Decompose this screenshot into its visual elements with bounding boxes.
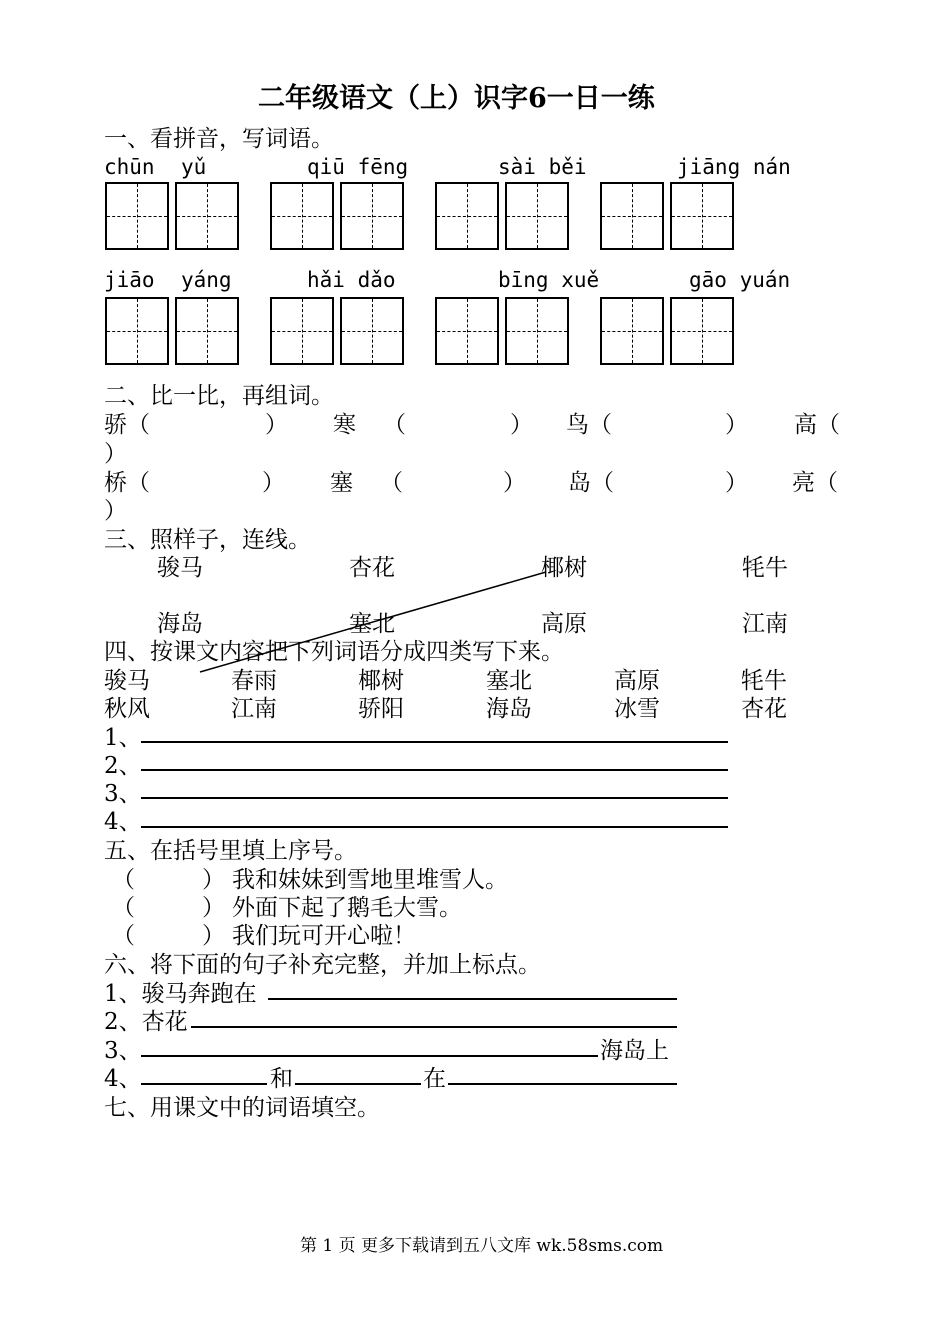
sentence-start: 2、杏花 [104,1009,188,1035]
bracket-close: ） [104,498,127,524]
match-word-top[interactable]: 骏马 [157,555,203,581]
bracket-close: ） [510,412,533,438]
section-6-heading: 六、将下面的句子补充完整，并加上标点。 [104,952,541,978]
pinyin: yáng [181,268,232,292]
sentence-end: 海岛上 [600,1038,669,1064]
section-5-heading: 五、在括号里填上序号。 [104,838,357,864]
sentence: 我和妹妹到雪地里堆雪人。 [232,867,508,893]
match-word-top[interactable]: 椰树 [541,555,587,581]
bracket-open: （ [383,412,406,438]
compare-char: 塞 [330,470,353,496]
page-footer: 第 1 页 更多下载请到五八文库 wk.58sms.com [300,1236,664,1256]
section-3-heading: 三、照样子，连线。 [104,527,311,553]
pinyin: sài běi [498,155,587,179]
match-word-bottom[interactable]: 塞北 [349,611,395,637]
line-number: 1、 [104,725,142,751]
bracket-open: （ [380,470,403,496]
compare-char: 岛（ [568,470,614,496]
line-number: 2、 [104,753,142,779]
pinyin: yǔ [181,155,207,179]
connector-word: 和 [270,1066,293,1092]
word: 春雨 [231,668,277,694]
line-number: 3、 [104,1038,142,1064]
compare-char: 鸟（ [566,412,612,438]
pinyin: bīng xuě [498,268,600,292]
answer-line[interactable] [141,741,728,743]
word: 牦牛 [741,668,787,694]
word: 骏马 [104,668,150,694]
sentence: 外面下起了鹅毛大雪。 [232,895,462,921]
page-title: 二年级语文（上）识字6一日一练 [258,83,655,114]
word: 江南 [231,696,277,722]
pinyin: gāo yuán [689,268,791,292]
compare-char: 桥（ [104,470,150,496]
pinyin: qiū fēng [307,155,409,179]
match-word-top[interactable]: 杏花 [349,555,395,581]
pinyin: hǎi dǎo [307,268,396,292]
bracket-close: ） [503,470,526,496]
word: 杏花 [741,696,787,722]
order-bracket-close[interactable]: ） [202,895,225,921]
sentence: 我们玩可开心啦！ [232,923,416,949]
match-word-bottom[interactable]: 高原 [541,611,587,637]
bracket-close: ） [725,470,748,496]
bracket-close: ） [265,412,288,438]
match-word-bottom[interactable]: 海岛 [157,611,203,637]
bracket-close: ） [725,412,748,438]
word: 椰树 [358,668,404,694]
answer-line[interactable] [191,1026,677,1028]
line-number: 4、 [104,1066,142,1092]
order-bracket-open: （ [112,923,135,949]
pinyin: chūn [104,155,155,179]
word: 冰雪 [614,696,660,722]
match-word-top[interactable]: 牦牛 [742,555,788,581]
answer-line[interactable] [268,998,677,1000]
connector-word: 在 [423,1066,446,1092]
answer-line[interactable] [141,1055,598,1057]
compare-char: 寒 [333,412,356,438]
word: 秋风 [104,696,150,722]
answer-line[interactable] [141,769,728,771]
pinyin: jiāo [104,268,155,292]
section-7-heading: 七、用课文中的词语填空。 [104,1095,380,1121]
answer-line[interactable] [295,1083,421,1085]
answer-line[interactable] [448,1083,677,1085]
bracket-close: ） [104,441,127,467]
line-number: 3、 [104,781,142,807]
bracket-close: ） [262,470,285,496]
word: 高原 [614,668,660,694]
section-1-heading: 一、看拼音，写词语。 [104,126,334,152]
section-2-heading: 二、比一比，再组词。 [104,383,334,409]
order-bracket-open: （ [112,895,135,921]
order-bracket-open: （ [112,867,135,893]
order-bracket-close[interactable]: ） [202,867,225,893]
answer-line[interactable] [141,1083,267,1085]
compare-char: 骄（ [104,412,150,438]
match-word-bottom[interactable]: 江南 [742,611,788,637]
answer-line[interactable] [141,797,728,799]
word: 骄阳 [358,696,404,722]
sentence-start: 1、骏马奔跑在 [104,981,257,1007]
line-number: 4、 [104,809,142,835]
compare-char: 亮（ [792,470,838,496]
compare-char: 高（ [794,412,840,438]
order-bracket-close[interactable]: ） [202,923,225,949]
section-4-heading: 四、按课文内容把下列词语分成四类写下来。 [104,639,564,665]
pinyin: jiāng nán [677,155,791,179]
word: 塞北 [486,668,532,694]
answer-line[interactable] [141,826,728,828]
word: 海岛 [486,696,532,722]
